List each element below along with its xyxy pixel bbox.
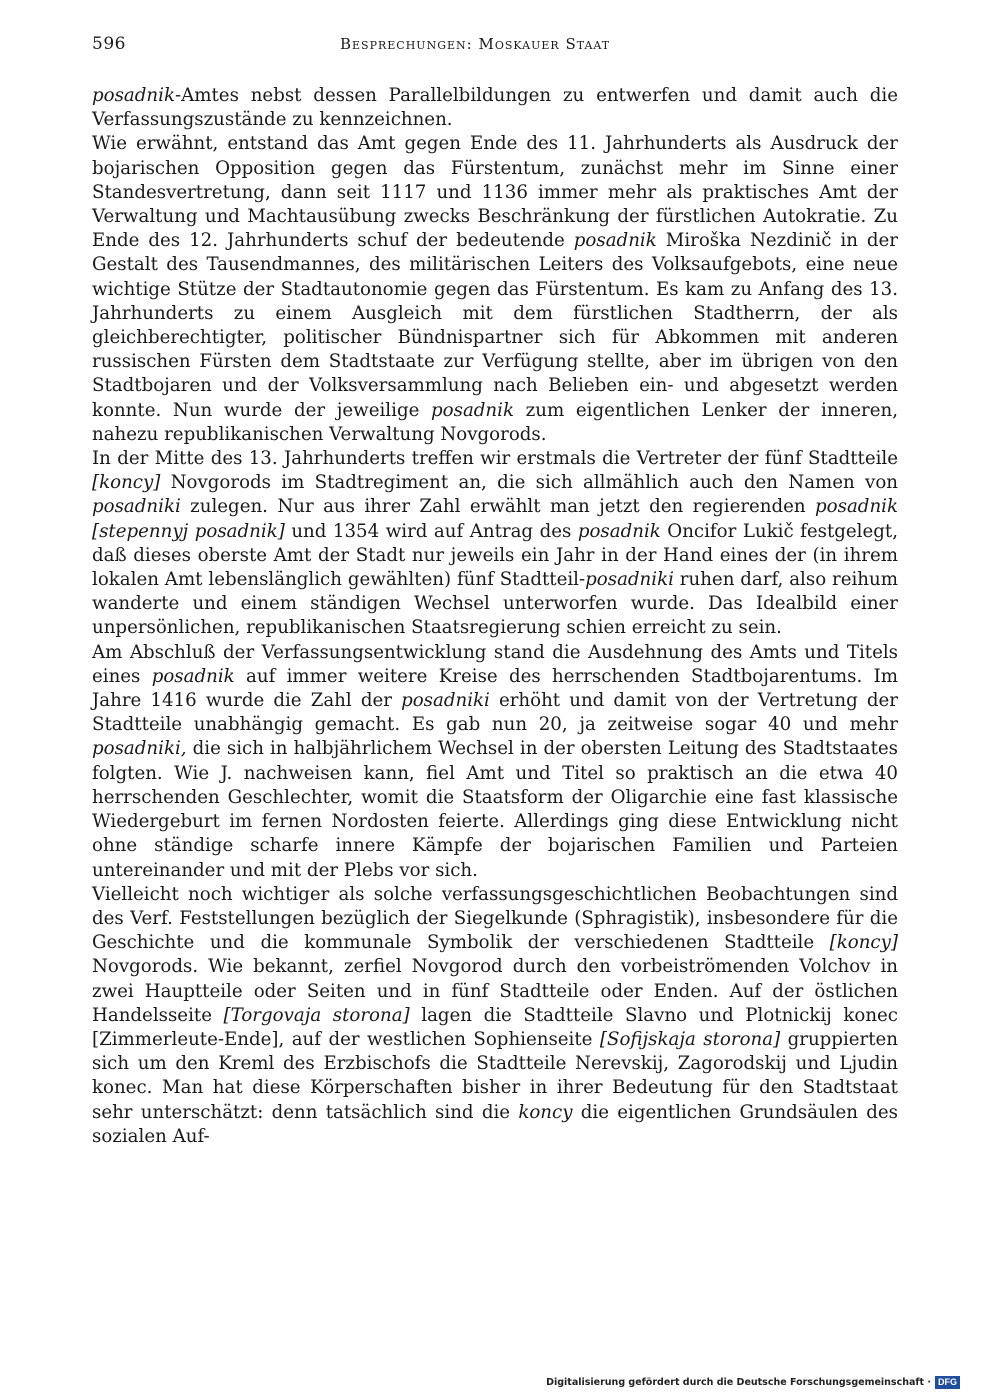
italic-term: posadnik [stepennyj posadnik] bbox=[92, 496, 898, 542]
paragraph bbox=[92, 883, 898, 1149]
italic-term: posadniki bbox=[585, 569, 674, 591]
italic-term: [Sofijskaja storona] bbox=[599, 1028, 781, 1050]
text-run: lagen die Stadtteile Slavno und Plotnickij konec [Zimmerleute-Ende], auf der westlichen Sophienseite bbox=[92, 1004, 898, 1050]
text-run: Am Abschluß der Verfassungsentwicklung stand die Ausdehnung des Amts und Titels eines bbox=[92, 641, 898, 687]
text-run: die sich in halbjährlichem Wechsel in der obersten Leitung des Stadtstaates folgten. Wie J. nachweisen kann, fiel Amt und Titel so praktisch an die etwa 40 herrschenden Geschlechter, womit die Staatsform der Oligarchie eine fast klassische Wiedergeburt im fernen Nordosten feierte. Allerdings ging diese Entwicklung nicht ohne ständige scharfe innere Kämpfe der bojarischen Familien und Parteien untereinander und mit der Plebs vor sich. bbox=[92, 738, 898, 881]
text-run: gruppierten sich um den Kreml des Erzbischofs die Stadtteile Nerevskij, Zagorodskij und Ljudin konec. Man hat diese Körperschaften bisher in ihrer Bedeutung für den Stadtstaat sehr unterschätzt: denn tatsächlich sind die bbox=[92, 1028, 899, 1123]
italic-term: posadniki, bbox=[92, 738, 187, 760]
body-text bbox=[92, 84, 898, 1149]
text-run: Novgorods im Stadtregiment an, die sich allmählich auch den Namen von bbox=[160, 472, 898, 494]
italic-term: posadnik bbox=[431, 399, 514, 421]
italic-term: [Torgovaja storona] bbox=[223, 1004, 410, 1026]
text-run: Miroška Nezdinič in der Gestalt des Tausendmannes, des militärischen Leiters des Volksaufgebots, eine neue wichtige Stütze der Stadtautonomie gegen das Fürstentum. Es kam zu Anfang des 13. Jahrhunderts zu einem Ausgleich mit dem fürstlichen Stadtherrn, der als gleichberechtigter, politischer Bündnispartner sich für Abkommen mit anderen russischen Fürsten dem Stadtstaate zur Verfügung stellte, aber im übrigen von den Stadtbojaren und der Volksversammlung nach Belieben ein- und abgesetzt werden konnte. Nun wurde der jeweilige bbox=[92, 230, 898, 421]
text-run: auf immer weitere Kreise des herrschenden Stadtbojarentums. Im Jahre 1416 wurde die Zahl der bbox=[92, 665, 899, 712]
text-run: Oncifor Lukič festgelegt, daß dieses oberste Amt der Stadt nur jeweils ein Jahr in der Hand eines der (in ihrem lokalen Amt lebenslänglich gewählten) fünf Stadtteil- bbox=[92, 520, 898, 591]
digitization-credit bbox=[546, 1376, 960, 1389]
text-run: Novgorods. Wie bekannt, zerfiel Novgorod durch den vorbeiströmenden Volchov in zwei Hauptteile oder Seiten und in fünf Stadtteile oder Enden. Auf der östlichen Handelsseite bbox=[92, 956, 898, 1026]
paragraph bbox=[92, 84, 898, 132]
text-run: Wie erwähnt, entstand das Amt gegen Ende des 11. Jahrhunderts als Ausdruck der bojarischen Opposition gegen das Fürstentum, zunächst mehr im Sinne einer Standesvertretung, dann seit 1117 und 1136 immer mehr als praktisches Amt der Verwaltung und Machtausübung zwecks Beschränkung der fürstlichen Autokratie. Zu Ende des 12. Jahrhunderts schuf der bedeutende bbox=[92, 133, 898, 252]
text-run: zulegen. Nur aus ihrer Zahl erwählt man jetzt den regierenden bbox=[180, 496, 816, 518]
italic-term: posadnik bbox=[92, 85, 175, 106]
text-run: erhöht und damit von der Vertretung der Stadtteile unabhängig gemacht. Es gab nun 20, ja zeitweise sogar 40 und mehr bbox=[92, 690, 898, 736]
text-run: ruhen darf, also reihum wanderte und einem ständigen Wechsel unterworfen wurde. Das Idealbild einer unpersönlichen, republikanischen Staatsregierung schien erreicht zu sein. bbox=[92, 569, 898, 639]
italic-term: koncy bbox=[518, 1101, 573, 1123]
text-run: -Amtes nebst dessen Parallelbildungen zu entwerfen und damit auch die Verfassungszustände zu kennzeichnen. bbox=[92, 85, 898, 131]
text-run: Vielleicht noch wichtiger als solche verfassungsgeschichtlichen Beobachtungen sind des Verf. Feststellungen bezüglich der Siegelkunde (Sphragistik), insbesondere für die Geschichte und die kommunale Symbolik der verschiedenen Stadtteile bbox=[92, 883, 898, 954]
italic-term: [koncy] bbox=[829, 932, 898, 954]
text-run: die eigentlichen Grundsäulen des sozialen Auf- bbox=[92, 1101, 898, 1147]
italic-term: [koncy] bbox=[92, 472, 161, 494]
running-title: Besprechungen: Moskauer Staat bbox=[340, 35, 611, 53]
italic-term: posadniki bbox=[92, 496, 181, 518]
text-run: und 1354 wird auf Antrag des bbox=[284, 520, 578, 542]
credit-text: Digitalisierung gefördert durch die Deutsche Forschungsgemeinschaft · bbox=[546, 1377, 931, 1388]
page-number: 596 bbox=[92, 34, 126, 54]
paragraph bbox=[92, 132, 898, 447]
text-run: zum eigentlichen Lenker der inneren, nahezu republikanischen Verwaltung Novgorods. bbox=[92, 399, 898, 445]
paragraph bbox=[92, 447, 898, 641]
italic-term: posadnik bbox=[573, 230, 657, 252]
italic-term: posadnik bbox=[577, 520, 661, 542]
text-run: In der Mitte des 13. Jahrhunderts treffen wir erstmals die Vertreter der fünf Stadtteile bbox=[92, 448, 898, 470]
dfg-logo: DFG bbox=[935, 1376, 960, 1389]
italic-term: posadnik bbox=[151, 665, 235, 687]
paragraph bbox=[92, 641, 898, 883]
italic-term: posadniki bbox=[401, 690, 490, 712]
